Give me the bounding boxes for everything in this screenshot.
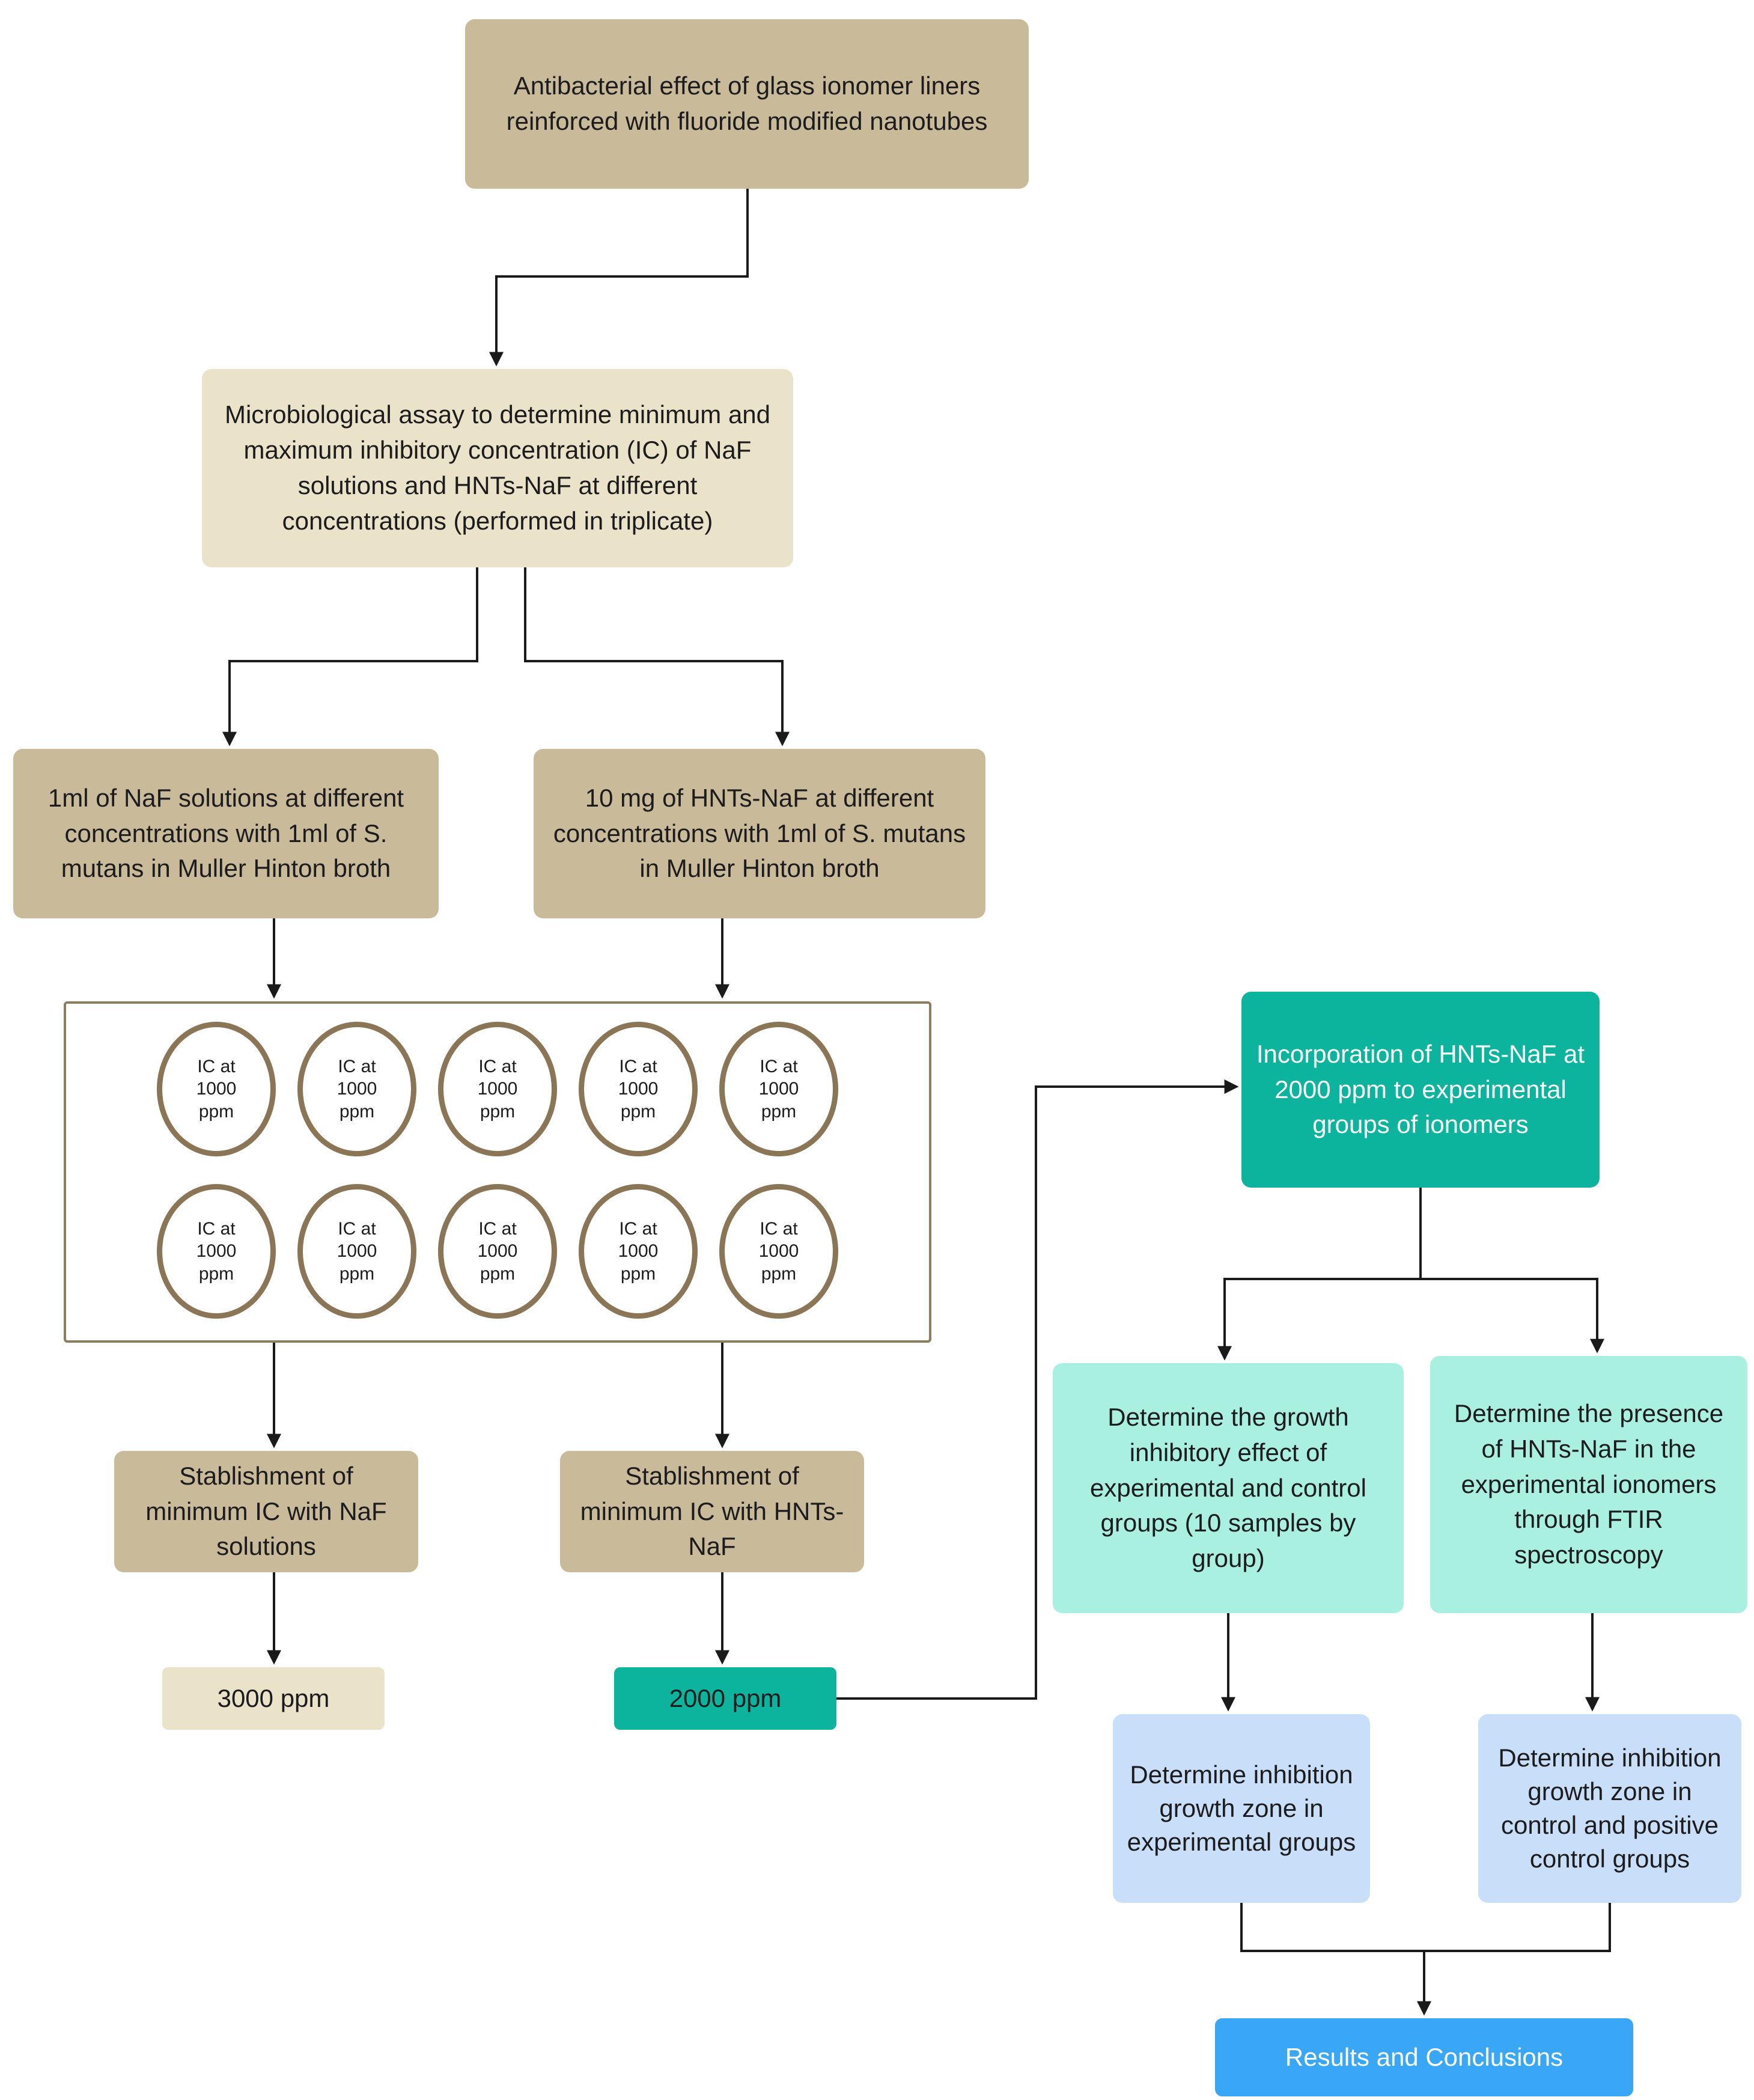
petri-dish-label: IC at 1000 ppm [618,1056,659,1122]
growth-inhibitory-box: Determine the growth inhibitory effect of experimental and control groups (10 samples by group) [1053,1363,1404,1613]
petri-dish-label: IC at 1000 ppm [336,1218,377,1284]
connector-incorporation-to-ftir [1421,1279,1597,1351]
zone-experimental-box: Determine inhibition growth zone in experimental groups [1113,1714,1370,1903]
ftir-box: Determine the presence of HNTs-NaF in the experimental ionomers through FTIR spectroscopy [1430,1356,1747,1613]
assay-box: Microbiological assay to determine minimum and maximum inhibitory concentration (IC) of NaF solutions and HNTs-NaF at different concentrations (performed in triplicate) [202,369,793,567]
stablishment-naf-box: Stablishment of minimum IC with NaF solutions [114,1451,418,1572]
hnts-naf-box: 10 mg of HNTs-NaF at different concentrations with 1ml of S. mutans in Muller Hinton broth [534,749,985,918]
title-box: Antibacterial effect of glass ionomer liners reinforced with fluoride modified nanotubes [465,19,1029,189]
stablishment-hnts-box: Stablishment of minimum IC with HNTs-NaF [560,1451,864,1572]
petri-dish-label: IC at 1000 ppm [196,1218,237,1284]
connector-incorporation-to-growth [1225,1279,1421,1358]
petri-dish [719,1022,838,1156]
min-ic-hnts-value: 2000 ppm [614,1667,836,1730]
petri-dish [157,1184,276,1319]
petri-dish-label: IC at 1000 ppm [758,1218,799,1284]
petri-dish [438,1022,557,1156]
results-box: Results and Conclusions [1215,2018,1633,2096]
petri-dish-label: IC at 1000 ppm [477,1056,518,1122]
connector-zone-ctrl-merge [1424,1903,1610,1951]
petri-row-top [157,1022,838,1156]
petri-dish [579,1184,698,1319]
petri-dish-panel [64,1001,931,1343]
petri-dish [297,1022,416,1156]
zone-control-box: Determine inhibition growth zone in control and positive control groups [1478,1714,1741,1903]
naf-solutions-box: 1ml of NaF solutions at different concentrations with 1ml of S. mutans in Muller Hinton broth [13,749,439,918]
petri-dish [438,1184,557,1319]
incorporation-box: Incorporation of HNTs-NaF at 2000 ppm to experimental groups of ionomers [1241,992,1600,1188]
connector-zone-exp-merge [1241,1903,1424,1951]
petri-dish [157,1022,276,1156]
petri-row-bottom [157,1184,838,1319]
petri-dish-label: IC at 1000 ppm [477,1218,518,1284]
connector-title-to-assay [496,189,748,364]
petri-dish-label: IC at 1000 ppm [196,1056,237,1122]
petri-dish-label: IC at 1000 ppm [336,1056,377,1122]
connector-assay-to-hnts [525,567,782,744]
petri-dish [297,1184,416,1319]
petri-dish [579,1022,698,1156]
petri-dish-label: IC at 1000 ppm [618,1218,659,1284]
petri-dish-label: IC at 1000 ppm [758,1056,799,1122]
min-ic-naf-value: 3000 ppm [162,1667,385,1730]
petri-dish [719,1184,838,1319]
connector-assay-to-naf [230,567,477,744]
